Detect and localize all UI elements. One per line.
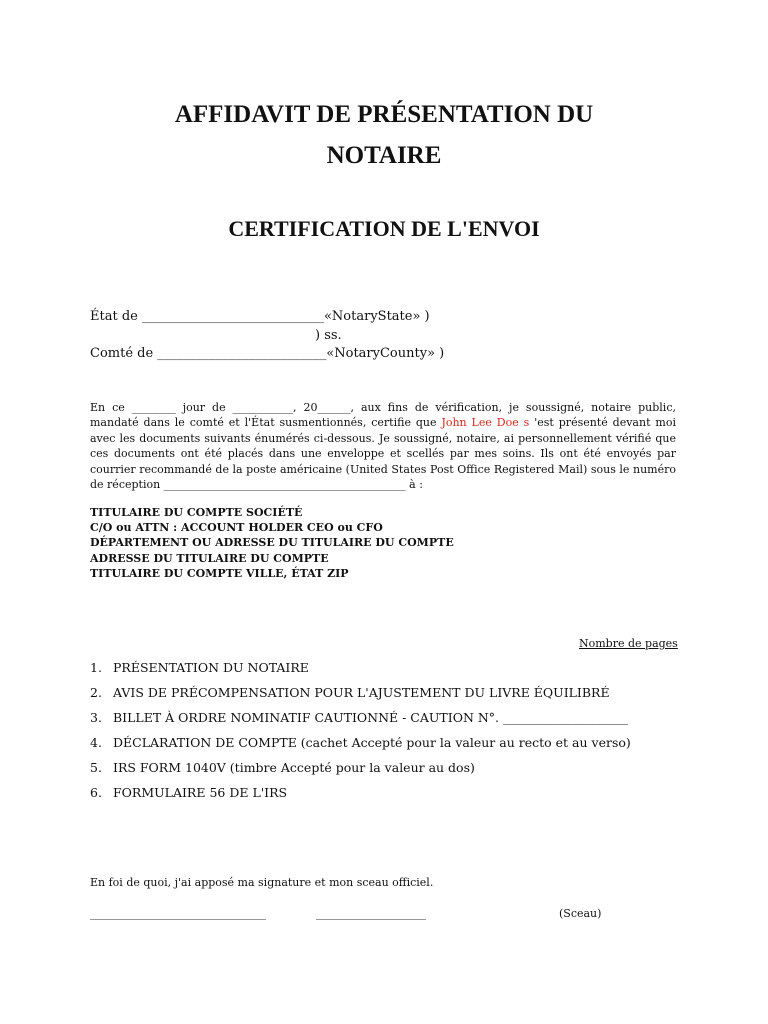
item-text: BILLET À ORDRE NOMINATIF CAUTIONNÉ - CAUTION N°. ____________________	[113, 710, 628, 725]
document-item	[90, 785, 631, 810]
witness-statement: En foi de quoi, j'ai apposé ma signature et mon sceau officiel.	[90, 876, 434, 889]
presenter-name: John Lee Doe s	[441, 416, 530, 430]
item-number: 5.	[90, 760, 102, 775]
item-number: 4.	[90, 735, 102, 750]
venue-state-line: État de ____________________________«NotaryState» )	[90, 309, 430, 324]
venue-ss-line: ) ss.	[315, 328, 342, 343]
address-line: C/O ou ATTN : ACCOUNT HOLDER CEO ou CFO	[90, 521, 383, 535]
item-number: 1.	[90, 660, 102, 675]
item-text: PRÉSENTATION DU NOTAIRE	[113, 660, 309, 675]
address-line: ADRESSE DU TITULAIRE DU COMPTE	[90, 551, 329, 565]
item-text: IRS FORM 1040V (timbre Accepté pour la valeur au dos)	[113, 760, 475, 775]
document-item	[90, 735, 631, 760]
item-text: AVIS DE PRÉCOMPENSATION POUR L'AJUSTEMENT DU LIVRE ÉQUILIBRÉ	[113, 685, 610, 700]
seal-label: (Sceau)	[559, 907, 602, 920]
title-line-2: NOTAIRE	[326, 142, 442, 169]
date-signature-line: ____________________	[316, 907, 426, 920]
item-number: 2.	[90, 685, 102, 700]
document-item	[90, 760, 631, 785]
item-number: 6.	[90, 785, 102, 800]
item-text: FORMULAIRE 56 DE L'IRS	[113, 785, 288, 800]
item-text: DÉCLARATION DE COMPTE (cachet Accepté pour la valeur au recto et au verso)	[113, 735, 631, 750]
address-line: DÉPARTEMENT OU ADRESSE DU TITULAIRE DU COMPTE	[90, 536, 454, 550]
recipient-address-block	[90, 505, 454, 581]
paragraph-part-1: En ce ________ jour de ___________, 20______, aux fins de vérification, je soussigné, notaire public, mandaté dans le comté et l'État susmentionnés, certifie que	[90, 401, 676, 430]
certification-paragraph	[90, 400, 676, 492]
notary-signature-line: ________________________________	[90, 907, 266, 920]
document-subtitle: CERTIFICATION DE L'ENVOI	[228, 216, 540, 241]
title-line-1: AFFIDAVIT DE PRÉSENTATION DU	[174, 101, 594, 128]
venue-county-line: Comté de __________________________«NotaryCounty» )	[90, 346, 445, 361]
document-item	[90, 660, 631, 685]
documents-list	[90, 660, 631, 810]
document-item	[90, 685, 631, 710]
document-item	[90, 710, 631, 735]
paragraph-part-2: 'est présenté devant moi avec les documents suivants énumérés ci-dessous. Je soussigné, notaire, ai personnellement vérifié que ces documents ont été placés dans une enveloppe et scellés par mes soins. Ils ont été envoyés par courrier recommandé de la poste américaine (United States Post Office Registered Mail) sous le numéro de réception ____________________________________________ à :	[90, 416, 676, 492]
page-count-header: Nombre de pages	[579, 637, 678, 650]
address-line: TITULAIRE DU COMPTE SOCIÉTÉ	[90, 506, 303, 519]
address-line: TITULAIRE DU COMPTE VILLE, ÉTAT ZIP	[90, 566, 349, 580]
item-number: 3.	[90, 710, 102, 725]
document-title	[110, 94, 658, 176]
